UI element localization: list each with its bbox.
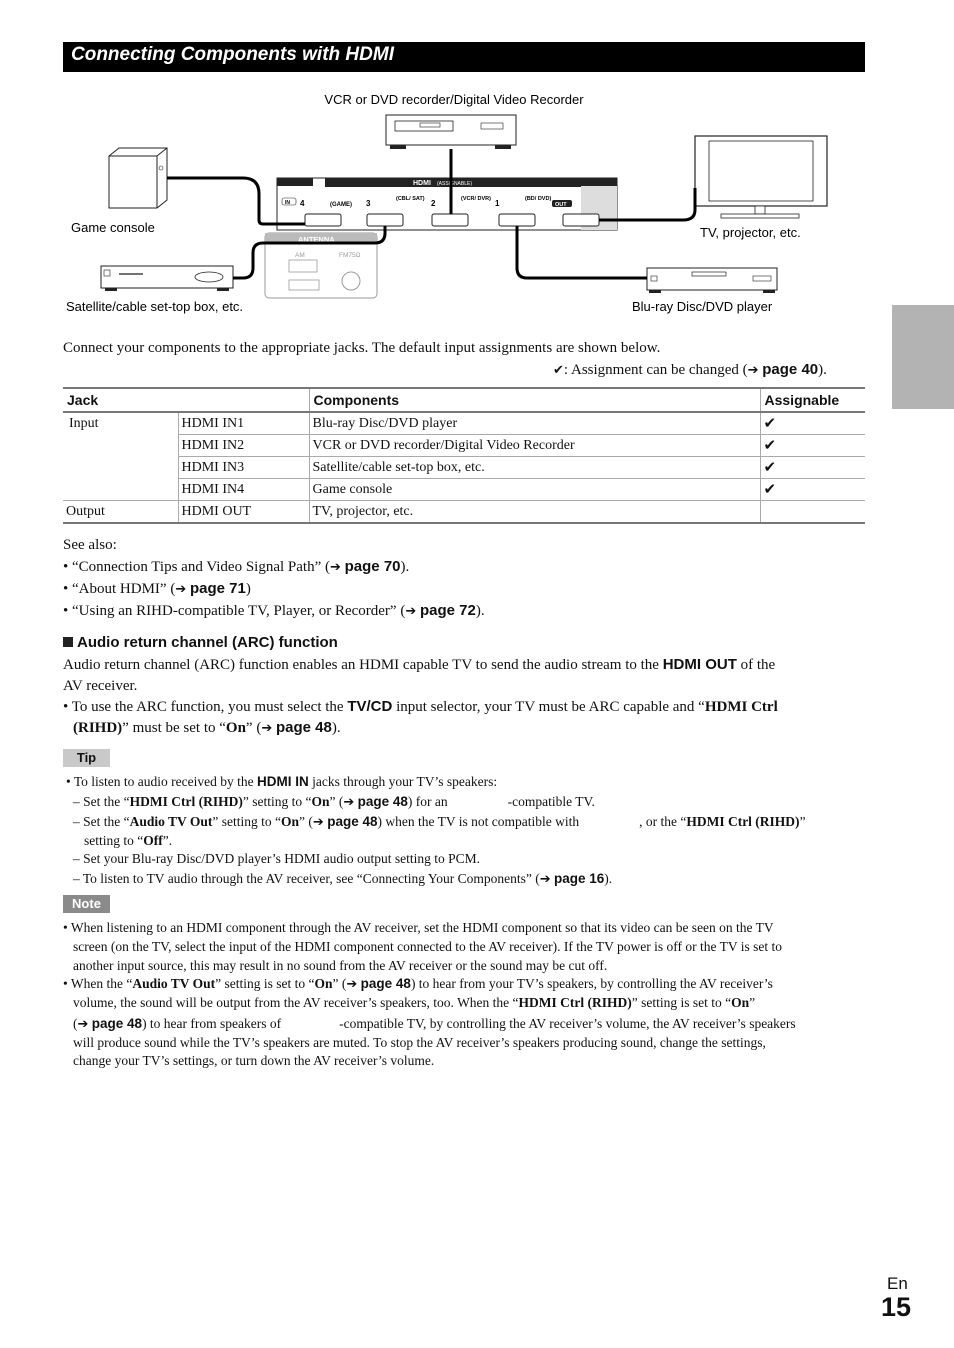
panel-game-label: (GAME) — [330, 202, 352, 208]
check-icon: ✔ — [760, 457, 865, 479]
table-row: HDMI IN3 Satellite/cable set-top box, etc. ✔ — [63, 457, 865, 479]
check-icon: ✔ — [760, 479, 865, 501]
page-link[interactable]: page 48 — [327, 814, 378, 829]
panel-bd-label: (BD/ DVD) — [525, 196, 552, 202]
hdmi-connection-diagram — [63, 88, 865, 328]
intro-text: Connect your components to the appropriate jacks. The default input assignments are shown below. — [63, 340, 661, 356]
note-line: • When the “Audio TV Out” setting is set to “On” (➔ page 48) to hear from your TV’s speakers, by controlling the AV receiver’s — [63, 976, 773, 992]
panel-hdmi-label: HDMI — [413, 180, 431, 187]
panel-port4: 4 — [300, 199, 305, 208]
table-row: HDMI IN4 Game console ✔ — [63, 479, 865, 501]
tv-icon — [695, 136, 827, 218]
tip-line: – Set the “HDMI Ctrl (RIHD)” setting to “On” (➔ page 48) for an -compatible TV. — [73, 794, 595, 810]
note-line: change your TV’s settings, or turn down the AV receiver’s volume. — [73, 1053, 435, 1068]
table-row: HDMI IN2 VCR or DVD recorder/Digital Video Recorder ✔ — [63, 435, 865, 457]
arrow-icon: ➔ — [539, 872, 551, 887]
panel-port1: 1 — [495, 199, 500, 208]
page-link[interactable]: page 70 — [344, 558, 401, 575]
check-icon: ✔ — [760, 412, 865, 435]
section-title: Connecting Components with HDMI — [71, 44, 394, 65]
table-header-row — [63, 388, 865, 412]
page-number: 15 — [881, 1292, 912, 1322]
group-output: Output — [63, 501, 178, 524]
arrow-icon: ➔ — [747, 363, 759, 378]
arrow-icon: ➔ — [261, 721, 273, 736]
bluray-label: Blu-ray Disc/DVD player — [632, 299, 773, 314]
arrow-icon: ➔ — [346, 977, 358, 992]
arc-requirement-cont: (RIHD)” must be set to “On” (➔ page 48). — [73, 719, 341, 736]
see-also-item: • “About HDMI” (➔ page 71) — [63, 580, 251, 597]
header-jack: Jack — [63, 388, 309, 412]
tv-label: TV, projector, etc. — [700, 225, 801, 240]
header-components: Components — [309, 388, 760, 412]
panel-am-label: AM — [295, 252, 305, 259]
note-label: Note — [63, 895, 110, 913]
panel-assignable-label: (ASSIGNABLE) — [437, 181, 473, 187]
page-link[interactable]: page 48 — [91, 1016, 143, 1031]
page-link[interactable]: page 72 — [420, 602, 476, 619]
arrow-icon: ➔ — [77, 1017, 89, 1032]
table-row: Input HDMI IN1 Blu-ray Disc/DVD player ✔ — [63, 412, 865, 435]
note-line: will produce sound while the TV’s speakers are muted. To stop the AV receiver’s speakers producing sound, change the settings, — [73, 1035, 766, 1050]
page-link[interactable]: page 40 — [762, 361, 819, 378]
see-also-item: • “Connection Tips and Video Signal Path” (➔ page 70). — [63, 558, 410, 575]
tip-line: – Set your Blu-ray Disc/DVD player’s HDMI audio output setting to PCM. — [73, 851, 480, 866]
panel-in-label: IN — [285, 200, 290, 206]
see-also-item: • “Using an RIHD-compatible TV, Player, or Recorder” (➔ page 72). — [63, 602, 485, 619]
arrow-icon: ➔ — [405, 604, 417, 619]
arrow-icon: ➔ — [329, 560, 341, 575]
arc-requirement: • To use the ARC function, you must select the TV/CD input selector, your TV must be ARC capable and “HDMI Ctrl — [63, 698, 778, 715]
check-icon: ✔ — [553, 363, 564, 378]
note-line: • When listening to an HDMI component through the AV receiver, set the HDMI component so that its video can be seen on the TV — [63, 920, 774, 935]
panel-out-label: OUT — [555, 202, 567, 208]
vcr-device-icon — [386, 115, 516, 149]
note-line: another input source, this may result in no sound from the AV receiver or the sound may be cut off. — [73, 958, 608, 973]
cable-bluray — [517, 226, 647, 278]
panel-vcr-label: (VCR/ DVR) — [461, 196, 491, 202]
tip-line: – To listen to TV audio through the AV receiver, see “Connecting Your Components” (➔ page 16). — [73, 871, 613, 887]
language-label: En — [887, 1274, 908, 1293]
page-link[interactable]: page 48 — [360, 976, 411, 991]
tip-label: Tip — [63, 749, 110, 767]
arc-paragraph: Audio return channel (ARC) function enables an HDMI capable TV to send the audio stream to the HDMI OUT of the — [63, 656, 776, 673]
arrow-icon: ➔ — [175, 582, 187, 597]
game-label: Game console — [71, 220, 155, 235]
page-link[interactable]: page 48 — [275, 719, 332, 736]
note-line: volume, the sound will be output from the AV receiver’s speakers, too. When the “HDMI Ctrl (RIHD)” setting is set to “On” — [73, 995, 756, 1010]
page-link[interactable]: page 71 — [189, 580, 246, 597]
satellite-box-icon — [101, 266, 233, 291]
panel-fm-label: FM75Ω — [339, 252, 361, 259]
tip-line: • To listen to audio received by the HDMI IN jacks through your TV’s speakers: — [66, 774, 498, 789]
note-line: (➔ page 48) to hear from speakers of -compatible TV, by controlling the AV receiver’s volume, the AV receiver’s speakers — [73, 1016, 796, 1032]
square-bullet-icon — [63, 637, 73, 647]
tip-line: setting to “Off”. — [84, 833, 173, 848]
panel-cbl-label: (CBL/ SAT) — [396, 196, 425, 202]
game-console-icon — [109, 148, 167, 208]
assignment-legend: ✔: Assignment can be changed (➔ page 40). — [553, 361, 827, 378]
satellite-label: Satellite/cable set-top box, etc. — [66, 299, 244, 314]
panel-port3: 3 — [366, 199, 371, 208]
page-link[interactable]: page 48 — [357, 794, 408, 809]
arrow-icon: ➔ — [312, 815, 324, 830]
table-row: Output HDMI OUT TV, projector, etc. — [63, 501, 865, 524]
receiver-rear-panel — [265, 178, 617, 298]
check-icon: ✔ — [760, 435, 865, 457]
note-line: screen (on the TV, select the input of the HDMI component connected to the AV receiver). If the TV power is off or the TV is set to — [73, 939, 782, 954]
arc-paragraph-cont: AV receiver. — [63, 678, 138, 694]
side-tab — [892, 305, 954, 409]
panel-antenna-label: ANTENNA — [298, 235, 335, 244]
section-title-bar — [63, 42, 865, 72]
header-assignable: Assignable — [760, 388, 865, 412]
see-also-label: See also: — [63, 537, 117, 553]
group-input: Input — [63, 412, 178, 501]
page-link[interactable]: page 16 — [554, 871, 605, 886]
panel-port2: 2 — [431, 199, 436, 208]
arc-heading: Audio return channel (ARC) function — [63, 633, 338, 653]
jack-assignment-table — [63, 387, 865, 524]
vcr-label: VCR or DVD recorder/Digital Video Recorder — [324, 92, 584, 107]
bluray-player-icon — [647, 268, 777, 293]
tip-line: – Set the “Audio TV Out” setting to “On” (➔ page 48) when the TV is not compatible with , or the “HDMI Ctrl (RIHD)” — [73, 814, 806, 830]
arrow-icon: ➔ — [343, 795, 355, 810]
